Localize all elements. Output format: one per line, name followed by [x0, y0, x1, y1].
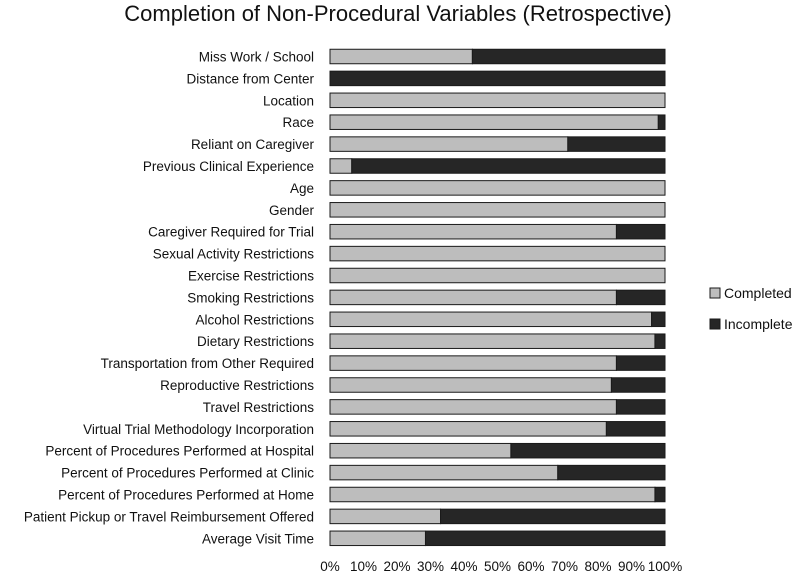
category-label: Smoking Restrictions: [187, 290, 314, 306]
category-label: Reproductive Restrictions: [160, 378, 314, 393]
bar-segment-completed: [330, 203, 665, 218]
category-label: Alcohol Restrictions: [195, 312, 314, 328]
legend-label-completed: Completed: [724, 285, 792, 301]
category-label: Caregiver Required for Trial: [148, 224, 314, 240]
x-tick-label: 70%: [550, 559, 579, 574]
bar-segment-completed: [330, 137, 568, 152]
bar-segment-completed: [330, 290, 616, 305]
x-tick-label: 50%: [483, 559, 512, 574]
bar-segment-completed: [330, 531, 425, 546]
bar-segment-incomplete: [616, 290, 665, 305]
category-label: Sexual Activity Restrictions: [152, 246, 314, 262]
bar-segment-completed: [330, 443, 511, 458]
category-label: Patient Pickup or Travel Reimbursement Offered: [23, 509, 314, 525]
category-label: Average Visit Time: [201, 531, 314, 547]
bar-segment-incomplete: [472, 49, 665, 64]
bar-segment-incomplete: [558, 465, 665, 480]
category-label: Percent of Procedures Performed at Clinic: [61, 465, 314, 481]
x-tick-label: 20%: [383, 559, 411, 574]
bar-segment-incomplete: [616, 400, 665, 415]
category-label: Gender: [268, 202, 314, 218]
bar-segment-completed: [330, 93, 665, 108]
bar-segment-completed: [330, 181, 665, 196]
category-label: Travel Restrictions: [202, 399, 314, 415]
bar-segment-incomplete: [655, 487, 665, 502]
bar-segment-completed: [330, 509, 441, 524]
category-label: Exercise Restrictions: [187, 268, 314, 284]
category-label: Virtual Trial Methodology Incorporation: [83, 421, 314, 437]
category-label: Percent of Procedures Performed at Hospital: [45, 443, 314, 459]
bar-segment-incomplete: [652, 312, 665, 327]
bar-segment-incomplete: [511, 443, 665, 458]
bar-segment-incomplete: [616, 224, 665, 239]
bar-segment-completed: [330, 115, 658, 130]
category-label: Location: [262, 93, 314, 109]
legend-label-incomplete: Incomplete: [724, 316, 793, 332]
bar-segment-completed: [330, 465, 558, 480]
bar-segment-completed: [330, 268, 665, 283]
legend: [710, 285, 793, 332]
category-labels: [24, 50, 315, 547]
x-tick-label: 100%: [647, 559, 683, 574]
x-tick-label: 10%: [349, 559, 378, 574]
bar-segment-completed: [330, 224, 616, 239]
x-tick-label: 40%: [450, 559, 478, 574]
bar-segment-incomplete: [616, 356, 665, 371]
bar-segment-completed: [330, 246, 665, 261]
bar-segment-completed: [330, 356, 616, 371]
bar-segment-incomplete: [330, 71, 665, 86]
bar-segment-completed: [330, 159, 352, 174]
bar-segment-completed: [330, 49, 472, 64]
x-tick-label: 60%: [517, 559, 545, 574]
category-label: Miss Work / School: [198, 49, 314, 65]
bar-segment-completed: [330, 400, 616, 415]
bar-segment-incomplete: [655, 334, 665, 349]
category-label: Percent of Procedures Performed at Home: [58, 487, 314, 503]
bar-segment-incomplete: [425, 531, 665, 546]
bar-segment-completed: [330, 334, 655, 349]
bar-segment-completed: [330, 487, 655, 502]
category-label: Dietary Restrictions: [196, 334, 314, 350]
chart-title: Completion of Non-Procedural Variables (Retrospective): [124, 1, 672, 26]
bar-segment-incomplete: [611, 378, 665, 393]
category-label: Previous Clinical Experience: [142, 159, 314, 174]
bar-segment-completed: [330, 422, 606, 437]
x-tick-label: 80%: [584, 559, 612, 574]
category-label: Distance from Center: [186, 71, 314, 87]
category-label: Age: [289, 180, 314, 196]
bar-segment-completed: [330, 312, 652, 327]
bar-segment-completed: [330, 378, 611, 393]
bars-group: [330, 49, 665, 545]
bar-segment-incomplete: [606, 422, 665, 437]
x-tick-label: 30%: [416, 559, 445, 574]
x-tick-label: 90%: [617, 559, 646, 574]
bar-segment-incomplete: [658, 115, 665, 130]
x-tick-label: 0%: [320, 559, 340, 574]
legend-swatch-incomplete: [710, 319, 720, 329]
bar-segment-incomplete: [352, 159, 665, 174]
category-label: Transportation from Other Required: [100, 356, 314, 372]
bar-segment-incomplete: [441, 509, 665, 524]
x-axis-ticks: [320, 559, 682, 574]
bar-segment-incomplete: [568, 137, 665, 152]
category-label: Reliant on Caregiver: [190, 137, 314, 153]
category-label: Race: [282, 115, 314, 131]
legend-swatch-completed: [710, 288, 720, 298]
